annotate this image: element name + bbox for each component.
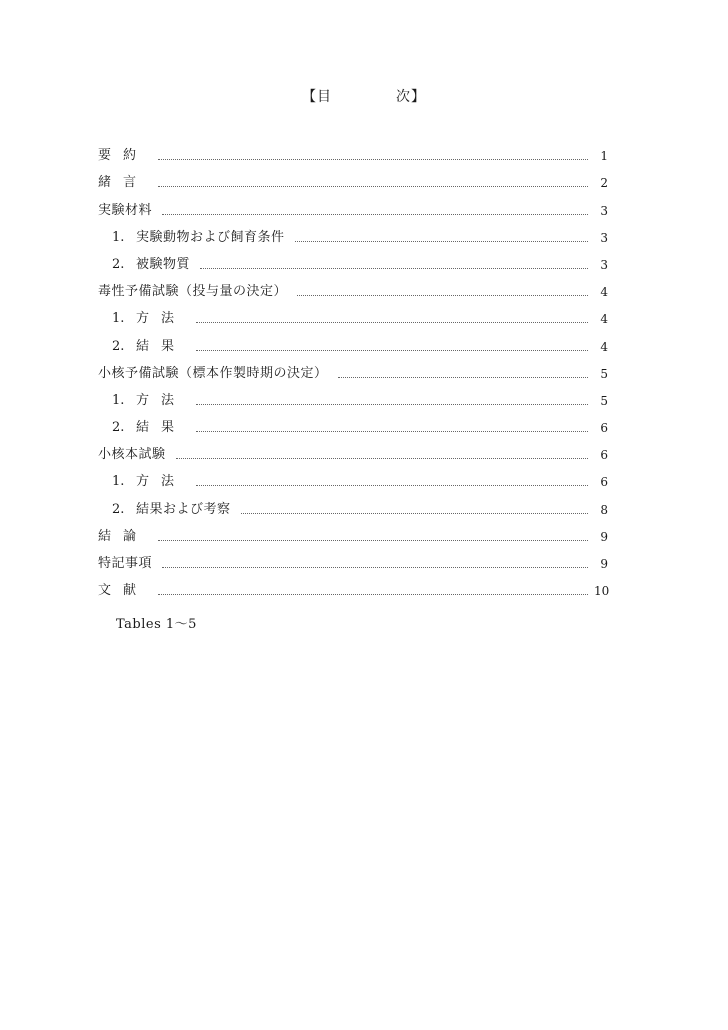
toc-entry bbox=[98, 355, 608, 382]
page-title bbox=[0, 86, 728, 106]
leader-dots bbox=[295, 240, 588, 242]
leader-dots bbox=[196, 430, 588, 432]
toc-entry bbox=[98, 327, 608, 354]
leader-dots bbox=[158, 593, 588, 595]
toc-entry-number: 2. bbox=[112, 338, 125, 354]
leader-dots bbox=[196, 484, 588, 486]
leader-dots bbox=[176, 457, 588, 459]
toc-entry-number: 1. bbox=[112, 229, 125, 245]
leader-dots bbox=[162, 566, 588, 568]
leader-dots bbox=[338, 376, 588, 378]
toc-entry-label: 特記事項 bbox=[98, 556, 153, 571]
toc-entry-number: 2. bbox=[112, 501, 125, 517]
toc-entry-page: 9 bbox=[600, 557, 608, 571]
toc-entry-number: 1. bbox=[112, 474, 125, 490]
toc-entry-label: 結論 bbox=[98, 528, 149, 544]
toc-entry-number: 2. bbox=[112, 256, 125, 272]
toc-entry-label: 毒性予備試験（投与量の決定） bbox=[98, 284, 288, 300]
toc-entry bbox=[98, 219, 608, 246]
toc-entry-page: 5 bbox=[600, 366, 608, 381]
toc-entry-label: 方法 bbox=[136, 474, 187, 490]
toc-entry-page: 6 bbox=[600, 421, 608, 436]
toc-entry bbox=[98, 409, 608, 436]
leader-dots bbox=[196, 321, 588, 323]
toc-entry bbox=[98, 164, 608, 191]
toc-entry-page: 6 bbox=[600, 475, 608, 490]
toc-entry-page: 2 bbox=[600, 176, 608, 191]
toc-entry-page: 4 bbox=[600, 312, 608, 327]
leader-dots bbox=[162, 213, 588, 215]
toc-entry bbox=[98, 518, 608, 545]
toc-entry-label: 小核予備試験（標本作製時期の決定） bbox=[98, 365, 328, 381]
toc-entry-page: 6 bbox=[600, 448, 608, 463]
toc-entry-label: 方法 bbox=[136, 311, 187, 327]
toc-entry bbox=[98, 436, 608, 463]
title-close: 次】 bbox=[396, 89, 426, 105]
leader-dots bbox=[158, 539, 588, 541]
toc-entry-page: 4 bbox=[600, 339, 608, 354]
toc-entry-label: 結果 bbox=[136, 338, 187, 354]
toc-entry-page: 9 bbox=[600, 529, 608, 544]
toc-entry-label: 実験材料 bbox=[98, 202, 153, 218]
toc-entry bbox=[98, 273, 608, 300]
toc-entry bbox=[98, 300, 608, 327]
toc-entry-page: 10 bbox=[594, 584, 610, 599]
toc-entry-page: 4 bbox=[600, 285, 608, 300]
toc-entry bbox=[98, 137, 608, 164]
toc-entry-number: 1. bbox=[112, 392, 125, 408]
toc-entry bbox=[98, 246, 608, 273]
toc-entry bbox=[98, 191, 608, 218]
table-of-contents bbox=[98, 137, 608, 599]
toc-entry-page: 3 bbox=[600, 203, 608, 218]
toc-entry-label: 要約 bbox=[98, 148, 149, 164]
toc-entry-label: 小核本試験 bbox=[98, 447, 166, 463]
leader-dots bbox=[196, 349, 588, 351]
toc-entry-page: 5 bbox=[600, 393, 608, 408]
leader-dots bbox=[196, 403, 588, 405]
leader-dots bbox=[158, 158, 588, 160]
toc-entry-label: 方法 bbox=[136, 392, 187, 408]
toc-entry bbox=[98, 463, 608, 490]
leader-dots bbox=[200, 267, 588, 269]
toc-entry-label: 緒言 bbox=[98, 175, 149, 191]
toc-entry bbox=[98, 545, 608, 572]
toc-entry-number: 2. bbox=[112, 420, 125, 436]
toc-entry-label: 被験物質 bbox=[136, 256, 191, 272]
toc-entry-page: 3 bbox=[600, 230, 608, 245]
toc-entry-number: 1. bbox=[112, 311, 125, 327]
toc-entry-page: 8 bbox=[600, 502, 608, 517]
toc-entry-label: 結果 bbox=[136, 420, 187, 436]
leader-dots bbox=[297, 294, 588, 296]
toc-entry-label: 文献 bbox=[98, 583, 149, 599]
toc-entry-label: 結果および考察 bbox=[136, 501, 231, 517]
toc-entry bbox=[98, 490, 608, 517]
toc-entry bbox=[98, 572, 608, 599]
toc-entry-page: 1 bbox=[600, 149, 608, 164]
toc-entry bbox=[98, 382, 608, 409]
title-open: 【目 bbox=[302, 89, 332, 105]
leader-dots bbox=[241, 512, 588, 514]
toc-entry-label: 実験動物および飼育条件 bbox=[136, 229, 285, 245]
tables-reference: Tables 1～5 bbox=[116, 617, 197, 632]
toc-entry-page: 3 bbox=[600, 257, 608, 272]
leader-dots bbox=[158, 185, 588, 187]
